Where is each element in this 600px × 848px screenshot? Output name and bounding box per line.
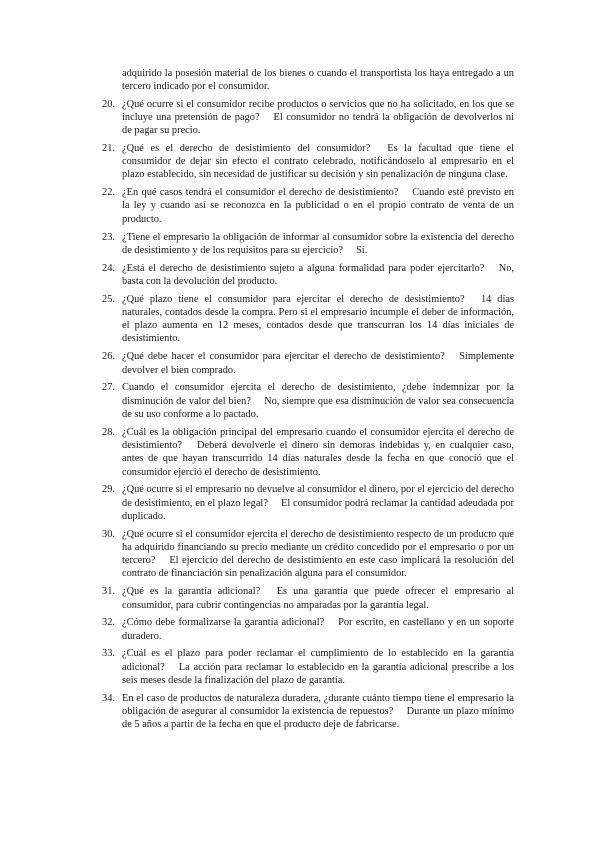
question-number: 31. [102, 586, 115, 598]
question-number: 30. [102, 528, 115, 540]
question-text: ¿Está el derecho de desistimiento sujeto a alguna formalidad para poder ejercitarlo? [122, 262, 485, 274]
question-item-33 [102, 647, 514, 687]
answer-text: 14 días naturales, contados desde la compra. Pero si el empresario incumple el deber de información, el plazo aumenta en 12 meses, contados desde que transcurran los 14 días iniciales de desistimiento. [122, 293, 514, 345]
question-text: ¿Qué es el derecho de desistimiento del consumidor? [122, 142, 371, 154]
question-text: ¿Cómo debe formalizarse la garantía adicional? [122, 617, 325, 629]
question-item-30 [102, 528, 514, 581]
question-number: 32. [102, 617, 115, 629]
question-number: 24. [102, 262, 115, 274]
question-number: 23. [102, 231, 115, 243]
question-text: ¿Tiene el empresario la obligación de informar al consumidor sobre la existencia del derecho de desistimiento y de los requisitos para su ejercicio? [122, 231, 514, 256]
answer-text: El ejercicio del derecho de desistimiento en este caso implicará la resolución del contrato de financiación sin penalización alguna para el consumidor. [122, 555, 514, 580]
question-item-28 [102, 426, 514, 479]
question-item-20 [102, 98, 514, 138]
answer-text: Simplemente devolver el bien comprado. [122, 351, 514, 376]
question-text: ¿Qué es la garantía adicional? [122, 586, 261, 598]
question-text: En el caso de productos de naturaleza duradera, ¿durante cuánto tiempo tiene el empresario la obligación de asegurar al consumidor la existencia de repuestos? [122, 692, 514, 718]
continuation-paragraph: adquirido la posesión material de los bienes o cuando el transportista los haya entregado a un tercero indicado por el consumidor. [122, 68, 514, 93]
question-item-26 [102, 350, 514, 377]
question-text: ¿Qué ocurre si el empresario no devuelve al consumidor el dinero, por el ejercicio del derecho de desistimiento, en el plazo legal? [122, 484, 514, 509]
question-text: ¿Cuál es la obligación principal del empresario cuando el consumidor ejercita el derecho de desistimiento? [122, 426, 514, 451]
question-text: ¿Qué ocurre si el consumidor recibe productos o servicios que no ha solicitado, en los que se incluye una pretensión de pago? [122, 98, 514, 123]
answer-text: La acción para reclamar lo establecido en la garantía adicional prescribe a los seis meses desde la finalización del plazo de garantía. [122, 661, 514, 686]
question-number: 27. [102, 382, 115, 394]
answer-text: No, siempre que esa disminución de valor sea consecuencia de su uso conforme a lo pactado. [122, 395, 514, 420]
question-item-29 [102, 483, 514, 523]
question-number: 34. [102, 692, 115, 704]
question-item-24 [102, 262, 514, 289]
answer-text: Por escrito, en castellano y en un soporte duradero. [122, 617, 514, 642]
question-list [102, 98, 515, 732]
question-number: 22. [102, 187, 115, 199]
question-number: 26. [102, 351, 115, 363]
question-number: 33. [102, 648, 115, 660]
question-item-34 [102, 692, 514, 732]
answer-text: El consumidor no tendrá la obligación de devolverlos ni de pagar su precio. [122, 111, 514, 136]
question-item-23 [102, 231, 514, 258]
question-number: 29. [102, 484, 115, 496]
question-number: 21. [102, 142, 115, 154]
question-text: ¿Qué plazo tiene el consumidor para ejercitar el derecho de desistimiento? [122, 293, 465, 305]
question-number: 20. [102, 98, 115, 110]
question-number: 28. [102, 426, 115, 438]
answer-text: Es la facultad que tiene el consumidor de dejar sin efecto el contrato celebrado, notificándoselo al empresario en el plazo establecido, sin necesidad de justificar su decisión y sin penalización de ninguna clase. [122, 142, 514, 181]
answer-text: No, basta con la devolución del producto. [122, 262, 514, 287]
question-item-25 [102, 293, 514, 346]
question-item-21 [102, 142, 514, 182]
question-text: ¿En qué casos tendrá el consumidor el derecho de desistimiento? [122, 187, 399, 199]
answer-text: Cuando esté previsto en la ley y cuando así se reconozca en la publicidad o en el propio contrato de venta de un producto. [122, 187, 514, 225]
question-text: ¿Qué debe hacer el consumidor para ejercitar el derecho de desistimiento? [122, 351, 445, 363]
question-item-27 [102, 381, 514, 421]
question-number: 25. [102, 293, 115, 305]
question-item-22 [102, 186, 514, 226]
question-text: Cuando el consumidor ejercita el derecho de desistimiento, ¿debe indemnizar por la disminución de valor del bien? [122, 382, 514, 407]
answer-text: Sí. [356, 244, 368, 256]
answer-text: Deberá devolverle el dinero sin demoras indebidas y, en cualquier caso, antes de que hayan transcurrido 14 días naturales desde la fecha en que conoció que el consumidor ejerció el derecho de desistimiento. [122, 440, 514, 478]
question-text: ¿Cuál es el plazo para poder reclamar el cumplimiento de lo establecido en la garantía adicional? [122, 648, 514, 673]
page-content [102, 67, 515, 736]
answer-text: El consumidor podrá reclamar la cantidad adeudada por duplicado. [122, 497, 514, 522]
question-text: ¿Qué ocurre si el consumidor ejercita el derecho de desistimiento respecto de un producto que ha adquirido financiando su precio mediante un crédito concedido por el empresario o por un tercero? [122, 528, 514, 567]
answer-text: Durante un plazo mínimo de 5 años a partir de la fecha en que el producto deje de fabricarse. [122, 706, 514, 731]
question-item-31 [102, 585, 515, 612]
answer-text: Es una garantía que puede ofrecer el empresario al consumidor, para cubrir contingencias no amparadas por la garantía legal. [122, 586, 515, 611]
question-item-32 [102, 616, 514, 643]
